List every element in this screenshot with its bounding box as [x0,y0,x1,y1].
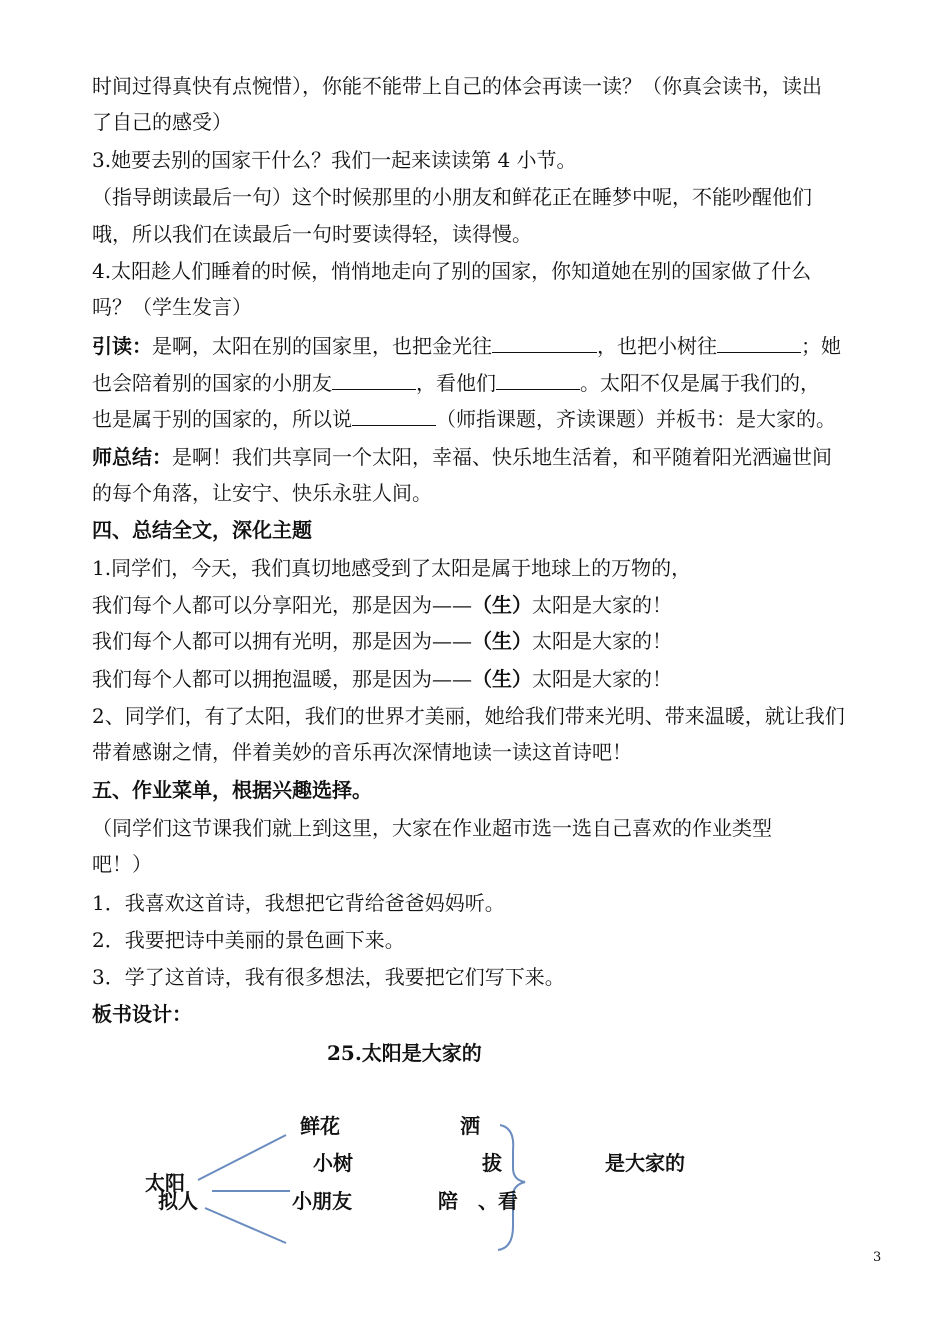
board-sun: 太阳 [145,1171,185,1195]
board-result: 是大家的 [605,1151,685,1175]
board-design-heading: 板书设计： [92,1002,192,1026]
fill-blank [352,407,436,426]
board-kid: 小朋友 [292,1189,352,1213]
fill-blank [492,334,597,353]
guided-reading-label: 引读： [92,334,152,358]
homework-item: 3．学了这首诗，我有很多想法，我要把它们写下来。 [92,965,565,989]
branch-line-flower [198,1135,286,1180]
paragraph-line: 2、同学们，有了太阳，我们的世界才美丽，她给我们带来光明、带来温暖，就让我们 [92,704,845,728]
guided-reading-line-2: 也会陪着别的国家的小朋友 ，看他们 。太阳不仅是属于我们的， [92,371,820,395]
board-personify: 拟人 [158,1189,198,1213]
section-heading: 四、总结全文，深化主题 [92,518,312,542]
board-kid-verb: 陪 、看 [438,1189,518,1213]
board-flower-verb: 洒 [460,1114,480,1138]
paragraph-line: 3.她要去别的国家干什么？我们一起来读读第 4 小节。 [92,148,577,172]
paragraph-line: 了自己的感受） [92,110,232,134]
teacher-summary-label: 师总结： [92,445,172,469]
board-flower: 鲜花 [300,1114,340,1138]
paragraph-line: 时间过得真快有点惋惜），你能不能带上自己的体会再读一读？（你真会读书，读出 [92,74,822,98]
response-line: 我们每个人都可以分享阳光，那是因为——（生）太阳是大家的！ [92,593,672,617]
paragraph-line: 4.太阳趁人们睡着的时候，悄悄地走向了别的国家，你知道她在别的国家做了什么 [92,259,812,283]
teacher-summary-line-1: 师总结：是啊！我们共享同一个太阳，幸福、快乐地生活着，和平随着阳光洒遍世间 [92,445,832,469]
response-line: 我们每个人都可以拥抱温暖，那是因为——（生）太阳是大家的！ [92,667,672,691]
board-tree: 小树 [313,1151,353,1175]
guided-reading-line-3: 也是属于别的国家的，所以说 （师指课题，齐读课题）并板书：是大家的。 [92,407,836,431]
paragraph-line: 哦，所以我们在读最后一句时要读得轻，读得慢。 [92,222,532,246]
section-heading: 五、作业菜单，根据兴趣选择。 [92,778,372,802]
fill-blank [717,334,801,353]
board-title: 25.太阳是大家的 [327,1041,482,1065]
paragraph-line: （指导朗读最后一句）这个时候那里的小朋友和鲜花正在睡梦中呢，不能吵醒他们 [92,185,812,209]
paragraph-line: 带着感谢之情，伴着美妙的音乐再次深情地读一读这首诗吧！ [92,740,632,764]
fill-blank [496,371,580,390]
paragraph-line: 吧！） [92,852,152,876]
fill-blank [332,371,416,390]
paragraph-line: 1.同学们，今天，我们真切地感受到了太阳是属于地球上的万物的， [92,556,692,580]
homework-item: 1．我喜欢这首诗，我想把它背给爸爸妈妈听。 [92,891,505,915]
teacher-summary-line-2: 的每个角落，让安宁、快乐永驻人间。 [92,481,432,505]
paragraph-line: （同学们这节课我们就上到这里，大家在作业超市选一选自己喜欢的作业类型 [92,816,772,840]
response-line: 我们每个人都可以拥有光明，那是因为——（生）太阳是大家的！ [92,629,672,653]
guided-reading-line-1: 引读：是啊，太阳在别的国家里，也把金光往 ，也把小树往 ；她 [92,334,841,358]
branch-line-bottom [205,1208,286,1243]
page-number: 3 [873,1250,882,1265]
homework-item: 2．我要把诗中美丽的景色画下来。 [92,928,405,952]
paragraph-line: 吗？（学生发言） [92,295,252,319]
board-tree-verb: 拔 [482,1151,502,1175]
